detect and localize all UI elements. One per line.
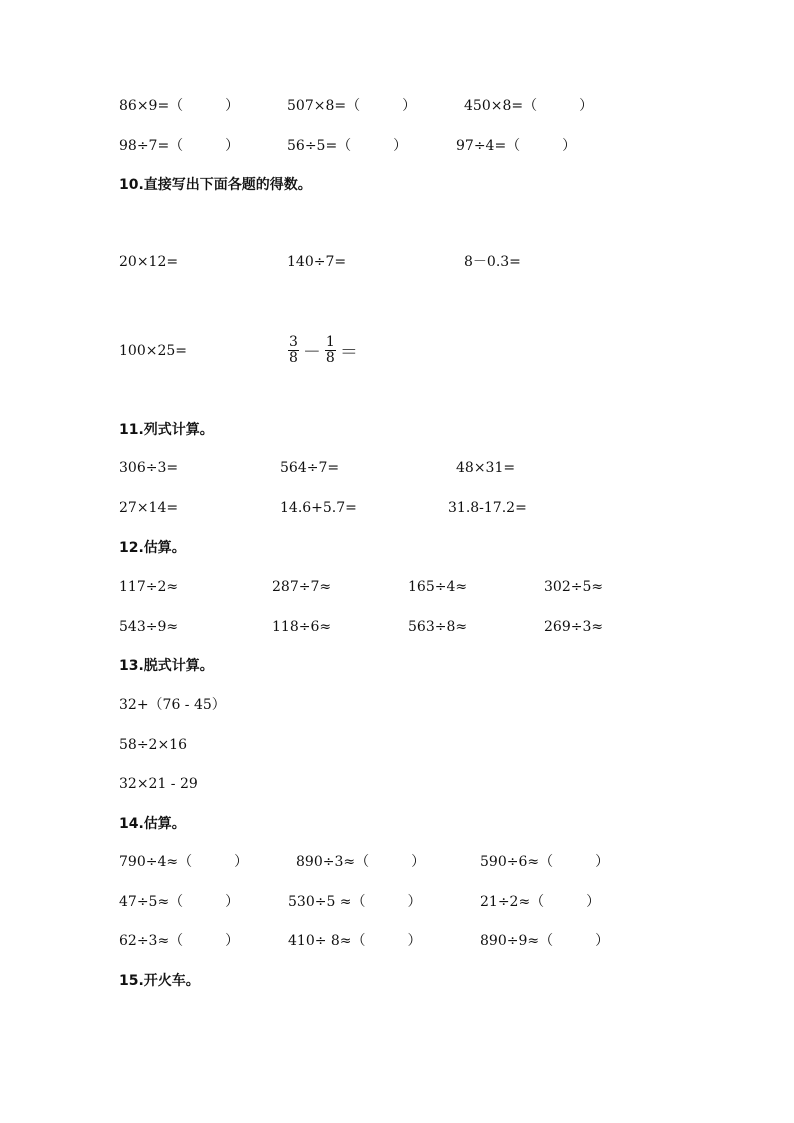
q14-problem-6: 21÷2≈（ ） xyxy=(480,894,601,910)
q13-problem-2: 58÷2×16 xyxy=(119,737,187,753)
q12-problem-6: 118÷6≈ xyxy=(272,619,332,635)
q10-problem-4: 100×25= xyxy=(119,343,187,359)
q12-problem-7: 563÷8≈ xyxy=(408,619,468,635)
q12-title: 12.估算。 xyxy=(119,540,186,556)
q9-problem-5: 56÷5=（ ） xyxy=(287,138,408,154)
q11-problem-5: 14.6+5.7= xyxy=(280,500,357,516)
q14-problem-7: 62÷3≈（ ） xyxy=(119,933,240,949)
q11-problem-2: 564÷7= xyxy=(280,460,340,476)
q14-problem-2: 890÷3≈（ ） xyxy=(296,854,426,870)
minus-sign: － xyxy=(302,341,321,363)
q12-problem-8: 269÷3≈ xyxy=(544,619,604,635)
q14-problem-5: 530÷5 ≈（ ） xyxy=(288,894,422,910)
q13-problem-1: 32+（76 - 45） xyxy=(119,697,226,713)
q11-problem-1: 306÷3= xyxy=(119,460,179,476)
q12-problem-4: 302÷5≈ xyxy=(544,579,604,595)
fraction-one-eighth xyxy=(325,335,336,366)
q14-title: 14.估算。 xyxy=(119,816,186,832)
q12-problem-5: 543÷9≈ xyxy=(119,619,179,635)
q10-fraction-expression xyxy=(286,335,360,366)
q12-problem-3: 165÷4≈ xyxy=(408,579,468,595)
q10-problem-1: 20×12= xyxy=(119,254,179,270)
fraction-numerator: 1 xyxy=(325,334,335,350)
q10-problem-2: 140÷7= xyxy=(287,254,347,270)
fraction-denominator: 8 xyxy=(325,350,335,366)
q13-problem-3: 32×21 - 29 xyxy=(119,776,198,792)
q13-title: 13.脱式计算。 xyxy=(119,658,214,674)
q12-problem-2: 287÷7≈ xyxy=(272,579,332,595)
fraction-denominator: 8 xyxy=(289,350,298,366)
q9-problem-1: 86×9=（ ） xyxy=(119,98,240,114)
q14-problem-1: 790÷4≈（ ） xyxy=(119,854,249,870)
q9-problem-2: 507×8=（ ） xyxy=(287,98,417,114)
q11-problem-4: 27×14= xyxy=(119,500,179,516)
q14-problem-8: 410÷ 8≈（ ） xyxy=(288,933,422,949)
q11-problem-3: 48×31= xyxy=(456,460,516,476)
q14-problem-4: 47÷5≈（ ） xyxy=(119,894,240,910)
q15-title: 15.开火车。 xyxy=(119,973,200,989)
equals-sign: ＝ xyxy=(339,341,358,363)
q14-problem-3: 590÷6≈（ ） xyxy=(480,854,610,870)
q10-problem-3: 8－0.3= xyxy=(464,254,521,270)
q11-title: 11.列式计算。 xyxy=(119,422,214,438)
q10-title: 10.直接写出下面各题的得数。 xyxy=(119,177,312,193)
fraction-three-eighths xyxy=(288,335,299,366)
q9-problem-3: 450×8=（ ） xyxy=(464,98,594,114)
q14-problem-9: 890÷9≈（ ） xyxy=(480,933,610,949)
q11-problem-6: 31.8-17.2= xyxy=(448,500,527,516)
q9-problem-6: 97÷4=（ ） xyxy=(456,138,577,154)
q9-problem-4: 98÷7=（ ） xyxy=(119,138,240,154)
q12-problem-1: 117÷2≈ xyxy=(119,579,179,595)
fraction-numerator: 3 xyxy=(289,334,298,350)
